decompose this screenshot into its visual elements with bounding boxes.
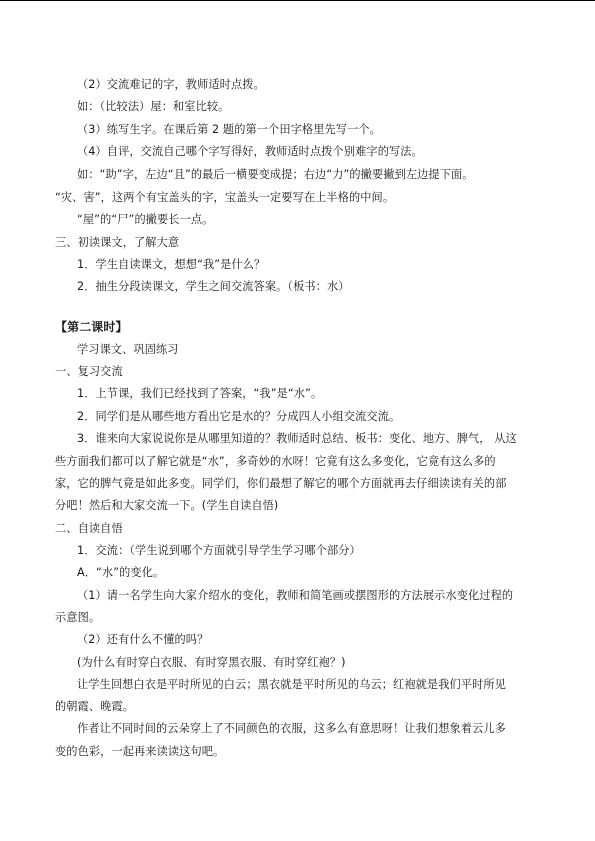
text-line: 1．上节课，我们已经找到了答案，“我”是“水”。 [77,387,323,400]
text-line: 分吧！然后和大家交流一下。(学生自读自悟) [55,499,279,512]
text-line: 1．交流：（学生说到哪个方面就引导学生学习哪个部分） [77,544,361,557]
text-line: 示意图。 [55,611,101,624]
text-line: (为什么有时穿白衣服、有时穿黑衣服、有时穿红袍？) [77,656,346,669]
text-line: 如：（比较法）屋：和室比较。 [77,100,230,113]
text-line: 2．抽生分段读课文，学生之间交流答案。（板书：水） [77,280,350,293]
text-line: 让学生回想白衣是平时所见的白云；黑衣就是平时所见的乌云；红袍就是我们平时所见 [77,678,506,691]
text-line: “屋”的“尸”的撇要长一点。 [77,213,214,226]
text-line: 1．学生自读课文，想想“我”是什么？ [77,258,266,271]
text-line: 学习课文、巩固练习 [77,343,179,356]
section-heading: 二、自读自悟 [55,522,123,535]
text-line: （4）自评，交流自己哪个字写得好，教师适时点拨个别难字的写法。 [77,145,423,158]
lesson-heading: 【第二课时】 [55,320,128,334]
text-line: 的朝霞、晚霞。 [55,700,135,713]
text-line: 作者让不同时间的云朵穿上了不同颜色的衣服，这多么有意思呀！让我们想象着云儿多 [77,722,506,735]
text-line: 3．谁来向大家说说你是从哪里知道的？教师适时总结、板书：变化、地方、脾气， 从这 [77,432,517,445]
section-heading: 一、复习交流 [55,365,123,378]
text-line: A．“水”的变化。 [77,566,165,579]
text-line: 如：“助”字，左边“且”的最后一横要变成提；右边“力”的撇要撇到左边提下面。 [77,168,474,181]
text-line: 些方面我们都可以了解它就是“水”，多奇妙的水呀！它竟有这么多变化，它竟有这么多的 [55,455,496,468]
text-line: 家，它的脾气竟是如此多变。同学们，你们最想了解它的哪个方面就再去仔细读读有关的部 [55,477,507,490]
section-heading: 三、初读课文，了解大意 [55,236,180,249]
text-line: （1）请一名学生向大家介绍水的变化，教师和简笔画或摆图形的方法展示水变化过程的 [77,589,514,602]
text-line: “灾、害”，这两个有宝盖头的字，宝盖头一定要写在上半格的中间。 [55,191,395,204]
text-line: （3）练写生字。在课后第 2 题的第一个田字格里先写一个。 [77,123,381,136]
text-line: （2）还有什么不懂的吗？ [77,633,209,646]
text-line: 变的色彩，一起再来读读这句吧。 [55,745,225,758]
text-line: 2．同学们是从哪些地方看出它是水的？分成四人小组交流交流。 [77,410,401,423]
text-line: （2）交流难记的字，教师适时点拨。 [77,78,265,91]
